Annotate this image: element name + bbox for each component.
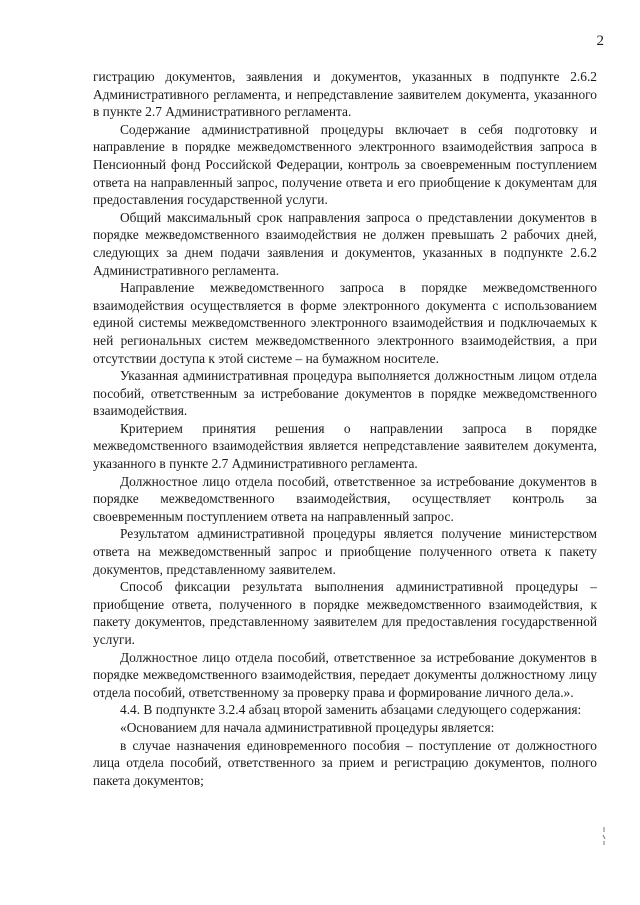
paragraph-3: Общий максимальный срок направления запроса о представлении документов в порядке межведомственного взаимодействия не должен превышать 2 рабочих дней, следующих за днем подачи заявления и документов, указанных в подпункте 2.6.2 Административного регламента.	[93, 209, 597, 278]
document-body	[93, 68, 597, 789]
paragraph-5: Указанная административная процедура выполняется должностным лицом отдела пособий, ответственным за истребование документов в порядке межведомственного взаимодействия.	[93, 368, 597, 419]
paragraph-11: 4.4. В подпункте 3.2.4 абзац второй заменить абзацами следующего содержания:	[120, 702, 582, 718]
paragraph-6: Критерием принятия решения о направлении запроса в порядке межведомственного взаимодействия является непредставление заявителем документа, указанного в пункте 2.7 Административного регламента.	[93, 420, 597, 472]
paragraph-9: Способ фиксации результата выполнения административной процедуры – приобщение ответа, полученного в порядке межведомственного взаимодействия, к пакету документов, представленному заявителем для предоставления государственной услуги.	[93, 579, 597, 647]
paragraph-2: Содержание административной процедуры включает в себя подготовку и направление в порядке межведомственного электронного взаимодействия запроса в Пенсионный фонд Российской Федерации, контроль за своевременным поступлением ответа на направленный запрос, получение ответа и его приобщение к документам для предоставления государственной услуги.	[93, 121, 597, 208]
paragraph-12: «Основанием для начала административной процедуры является:	[120, 719, 495, 735]
paragraph-13: в случае назначения единовременного пособия – поступление от должностного лица отдела пособий, ответственного за прием и регистрацию документов, полного пакета документов;	[93, 737, 597, 788]
paragraph-10: Должностное лицо отдела пособий, ответственное за истребование документов в порядке межведомственного взаимодействия, передает документы должностному лицу отдела пособий, ответственному за проверку права и формирование личного дела.».	[93, 649, 597, 700]
paragraph-7: Должностное лицо отдела пособий, ответственное за истребование документов в порядке межведомственного взаимодействия, осуществляет контроль за своевременным поступлением ответа на направленный запрос.	[93, 473, 597, 524]
paragraph-8: Результатом административной процедуры является получение министерством ответа на межведомственный запрос и приобщение полученного ответа к пакету документов, представленному заявителем.	[93, 526, 597, 577]
page-number: 2	[596, 33, 604, 49]
scan-mark	[601, 826, 607, 846]
paragraph-1: гистрацию документов, заявления и документов, указанных в подпункте 2.6.2 Административного регламента, и непредставление заявителем документа, указанного в пункте 2.7 Административного регламента.	[93, 69, 597, 120]
paragraph-4: Направление межведомственного запроса в порядке межведомственного взаимодействия осуществляется в форме электронного документа с использованием единой системы межведомственного электронного взаимодействия и подключаемых к ней региональных систем межведомственного электронного взаимодействия, а при отсутствии доступа к этой системе – на бумажном носителе.	[93, 280, 597, 366]
